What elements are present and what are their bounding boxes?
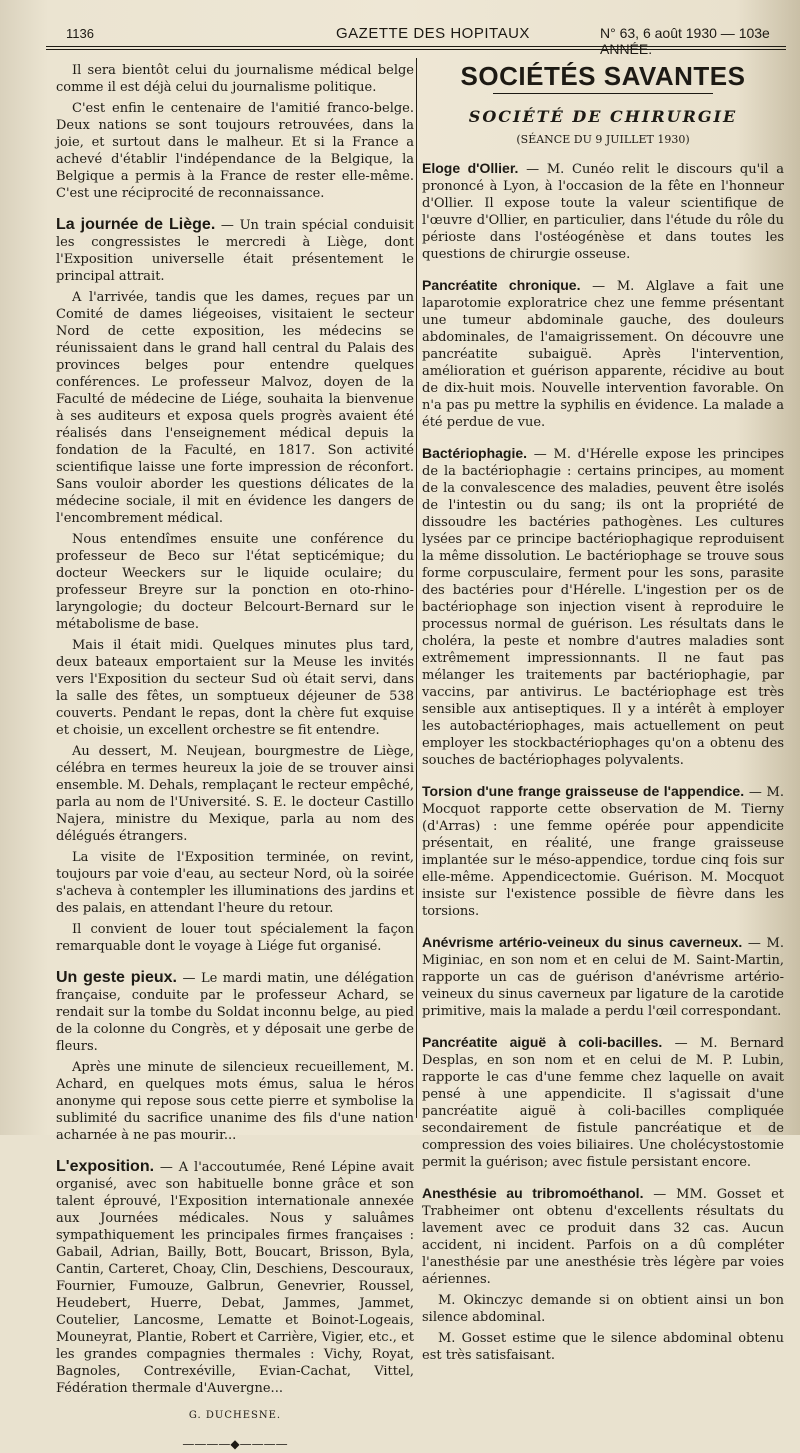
section-title: SOCIÉTÉS SAVANTES <box>460 61 746 91</box>
society-title: SOCIÉTÉ DE CHIRURGIE <box>468 107 738 126</box>
item-ollier: Eloge d'Ollier. — M. Cunéo relit le discours qu'il a prononcé à Lyon, à l'occasion de la fête en l'honneur d'Ollier. Il expose toute la valeur scientifique de l'œuvre d'Ollier, en particulier, dans l'étude du rôle du périoste dans l'ostéogénèse et dans toutes les questions de chirurgie osseuse. <box>422 160 784 262</box>
section-geste: Un geste pieux. — Le mardi matin, une délégation française, conduite par le professeur Achard, se rendait sur la tombe du Soldat inconnu belge, au pied de la colonne du Congrès, et y déposait une gerbe de fleurs. <box>56 969 414 1054</box>
section-liege: La journée de Liège. — Un train spécial conduisit les congressistes le mercredi à Liège, dont l'Exposition universelle était présentement le principal attrait. <box>56 216 414 284</box>
paragraph: Il convient de louer tout spécialement la façon remarquable dont le voyage à Liége fut organisé. <box>56 922 414 954</box>
session-date: (SÉANCE DU 9 JUILLET 1930) <box>516 133 690 146</box>
end-ornament: ————◆———— <box>182 1437 288 1451</box>
item-heading: Pancréatite aiguë à coli-bacilles. <box>422 1034 663 1050</box>
column-rule <box>416 58 417 1118</box>
item-pancreatite-chronique: Pancréatite chronique. — M. Alglave a fait une laparotomie exploratrice chez une femme présentant une tumeur abdominale gauche, des douleurs abdominales, de l'amaigrissement. On découvre une pancréatite subaiguë. Après l'intervention, amélioration et guérison apparente, récidive au bout de dix-huit mois. Nouvelle intervention favorable. On n'a pas pu mettre la syphilis en évidence. La malade a été perdue de vue. <box>422 277 784 430</box>
page-number: 1136 <box>66 26 94 41</box>
left-column <box>56 62 414 1453</box>
section-heading: L'exposition. <box>56 1158 155 1175</box>
item-heading: Torsion d'une frange graisseuse de l'appendice. <box>422 783 745 799</box>
section-heading: La journée de Liège. <box>56 216 216 233</box>
paragraph: M. Gosset estime que le silence abdominal obtenu est très satisfaisant. <box>422 1331 784 1363</box>
item-anevrisme: Anévrisme artério-veineux du sinus caverneux. — M. Miginiac, en son nom et en celui de M. Saint-Martin, rapporte un cas de guérison d'anévrisme artério-veineux du sinus caverneux par ligature de la carotide primitive, mais la malade a perdu l'œil correspondant. <box>422 934 784 1019</box>
item-torsion: Torsion d'une frange graisseuse de l'appendice. — M. Mocquot rapporte cette observation de M. Tierny (d'Arras) : une femme opérée pour appendicite présentait, en réalité, une frange graisseuse implantée sur le méso-appendice, tordue cinq fois sur elle-même. Appendicectomie. Guérison. M. Mocquot insiste sur l'existence possible de fièvre dans les torsions. <box>422 783 784 919</box>
author-signature: G. DUCHESNE. <box>188 1410 282 1421</box>
issue-info: N° 63, 6 août 1930 — 103e ANNÉE. <box>600 25 770 57</box>
page-header <box>40 18 785 57</box>
paragraph: A l'arrivée, tandis que les dames, reçues par un Comité de dames liégeoises, visitaient le secteur Nord de cette exposition, les médecins se réunissaient dans le grand hall central du Palais des provinces belges pour entendre quelques conférences. Le professeur Malvoz, doyen de la Faculté de médecine de Liége, souhaita la bienvenue à ses auditeurs et exposa quels progrès avaient été réalisés dans l'enseignement médical depuis la fondation de la Faculté, en 1817. Son activité scientifique laisse une forte impression de réconfort. Sans vouloir aborder les questions délicates de la médecine sociale, il mit en évidence les dangers de l'encombrement médical. <box>56 290 414 526</box>
paragraph: Au dessert, M. Neujean, bourgmestre de Liège, célébra en termes heureux la joie de se trouver ainsi ensemble. M. Dehals, remplaçant le recteur empêché, parla au nom de l'Université. S. E. le docteur Castillo Najera, ministre du Mexique, parla au nom des délégués étrangers. <box>56 744 414 844</box>
item-bacteriophagie: Bactériophagie. — M. d'Hérelle expose les principes de la bactériophagie : certains principes, au moment de la convalescence des maladies, peuvent être isolés de l'intestin ou du sang; ils ont la propriété de dissoudre les bactéries pathogènes. Les cultures lysées par ce principe bactériophagique reproduisent la même dissolution. Le bactériophage se trouve sous forme corpusculaire, ferment pour les sons, parasite des bactéries pour d'Hérelle. L'ingestion per os de bactériophage son injection visent à reproduire le processus normal de guérison. Les résultats dans le choléra, la peste et nombre d'autres maladies sont extrêmement impressionnants. Il ne faut pas mélanger les traitements par bactériophagie, par vaccins, par antivirus. Le bactériophage est très sensible aux antiseptiques. Il y a intérêt à employer les autobactériophages, mais actuellement on peut employer les stockbactériophages qu'on a obtenu des souches de bactériophages polyvalents. <box>422 445 784 768</box>
section-exposition: L'exposition. — A l'accoutumée, René Lépine avait organisé, avec son habituelle bonne grâce et son talent éprouvé, l'Exposition internationale annexée aux Journées médicales. Nous y saluâmes sympathiquement les principales firmes françaises : Gabail, Adrian, Bailly, Bott, Boucart, Brisson, Byla, Cantin, Carteret, Choay, Clin, Deschiens, Descouraux, Fournier, Fumouze, Galbrun, Genevrier, Roussel, Heudebert, Huerre, Debat, Jammes, Jammet, Coutelier, Lancosme, Lematte et Boinot-Logeais, Mouneyrat, Plantie, Robert et Carrière, Vigier, etc., et les grandes compagnies thermales : Vichy, Royat, Bagnoles, Contrexéville, Evian-Cachat, Vittel, Fédération thermale d'Auvergne... <box>56 1158 414 1396</box>
paragraph: M. Okinczyc demande si on obtient ainsi un bon silence abdominal. <box>422 1293 784 1325</box>
item-heading: Anesthésie au tribromoéthanol. <box>422 1185 644 1201</box>
item-pancreatite-aigue: Pancréatite aiguë à coli-bacilles. — M. Bernard Desplas, en son nom et en celui de M. P. Lubin, rapporte le cas d'une femme chez laquelle on avait pensé à une appendicite. Il s'agissait d'une pancréatite aiguë à coli-bacilles compliquée secondairement de fistule pancréatique et de compression des voies biliaires. Une cholécystostomie permit la guérison; avec fistule persistant encore. <box>422 1034 784 1170</box>
paragraph: Nous entendîmes ensuite une conférence du professeur de Beco sur l'état septicémique; du docteur Weeckers sur le liquide oculaire; du professeur Breyre sur la ponction en oto-rhino-laryngologie; du docteur Belcourt-Bernard sur le métabolisme de base. <box>56 532 414 632</box>
item-anesthesie: Anesthésie au tribromoéthanol. — MM. Gosset et Trabheimer ont obtenu d'excellents résultats du lavement avec ce produit dans 32 cas. Aucun accident, ni incident. Parfois on a dû compléter l'anesthésie par une anesthésie très légère par voies aériennes. <box>422 1185 784 1287</box>
paragraph: C'est enfin le centenaire de l'amitié franco-belge. Deux nations se sont toujours retrouvées, dans la joie, et surtout dans le malheur. Et si la France a achevé d'établir l'indépendance de la Belgique, la Belgique a permis à la France de rester elle-même. C'est une réciprocité de reconnaissance. <box>56 101 414 201</box>
section-heading: Un geste pieux. <box>56 969 177 986</box>
right-column <box>422 62 784 1368</box>
header-rule-double <box>46 49 786 50</box>
item-heading: Bactériophagie. <box>422 445 528 461</box>
header-rule <box>46 46 786 47</box>
item-heading: Eloge d'Ollier. <box>422 160 519 176</box>
paragraph: La visite de l'Exposition terminée, on revint, toujours par voie d'eau, au secteur Nord, où la soirée s'acheva à contempler les illuminations des jardins et des palais, en attendant l'heure du retour. <box>56 850 414 916</box>
journal-title: GAZETTE DES HOPITAUX <box>336 25 530 42</box>
paragraph: Il sera bientôt celui du journalisme médical belge comme il est déjà celui du journalisme politique. <box>56 63 414 95</box>
item-heading: Anévrisme artério-veineux du sinus caverneux. <box>422 934 743 950</box>
paragraph: Mais il était midi. Quelques minutes plus tard, deux bateaux emportaient sur la Meuse les invités vers l'Exposition du secteur Sud où était servi, dans la salle des fêtes, un somptueux déjeuner de 538 couverts. Pendant le repas, dont la chère fut exquise et choisie, un excellent orchestre se fit entendre. <box>56 638 414 738</box>
paragraph: Après une minute de silencieux recueillement, M. Achard, en quelques mots émus, salua le héros anonyme qui repose sous cette pierre et symbolise la sublimité du sacrifice unanime des fils d'une nation acharnée à ne pas mourir... <box>56 1060 414 1143</box>
item-heading: Pancréatite chronique. <box>422 277 581 293</box>
title-rule <box>493 93 713 94</box>
